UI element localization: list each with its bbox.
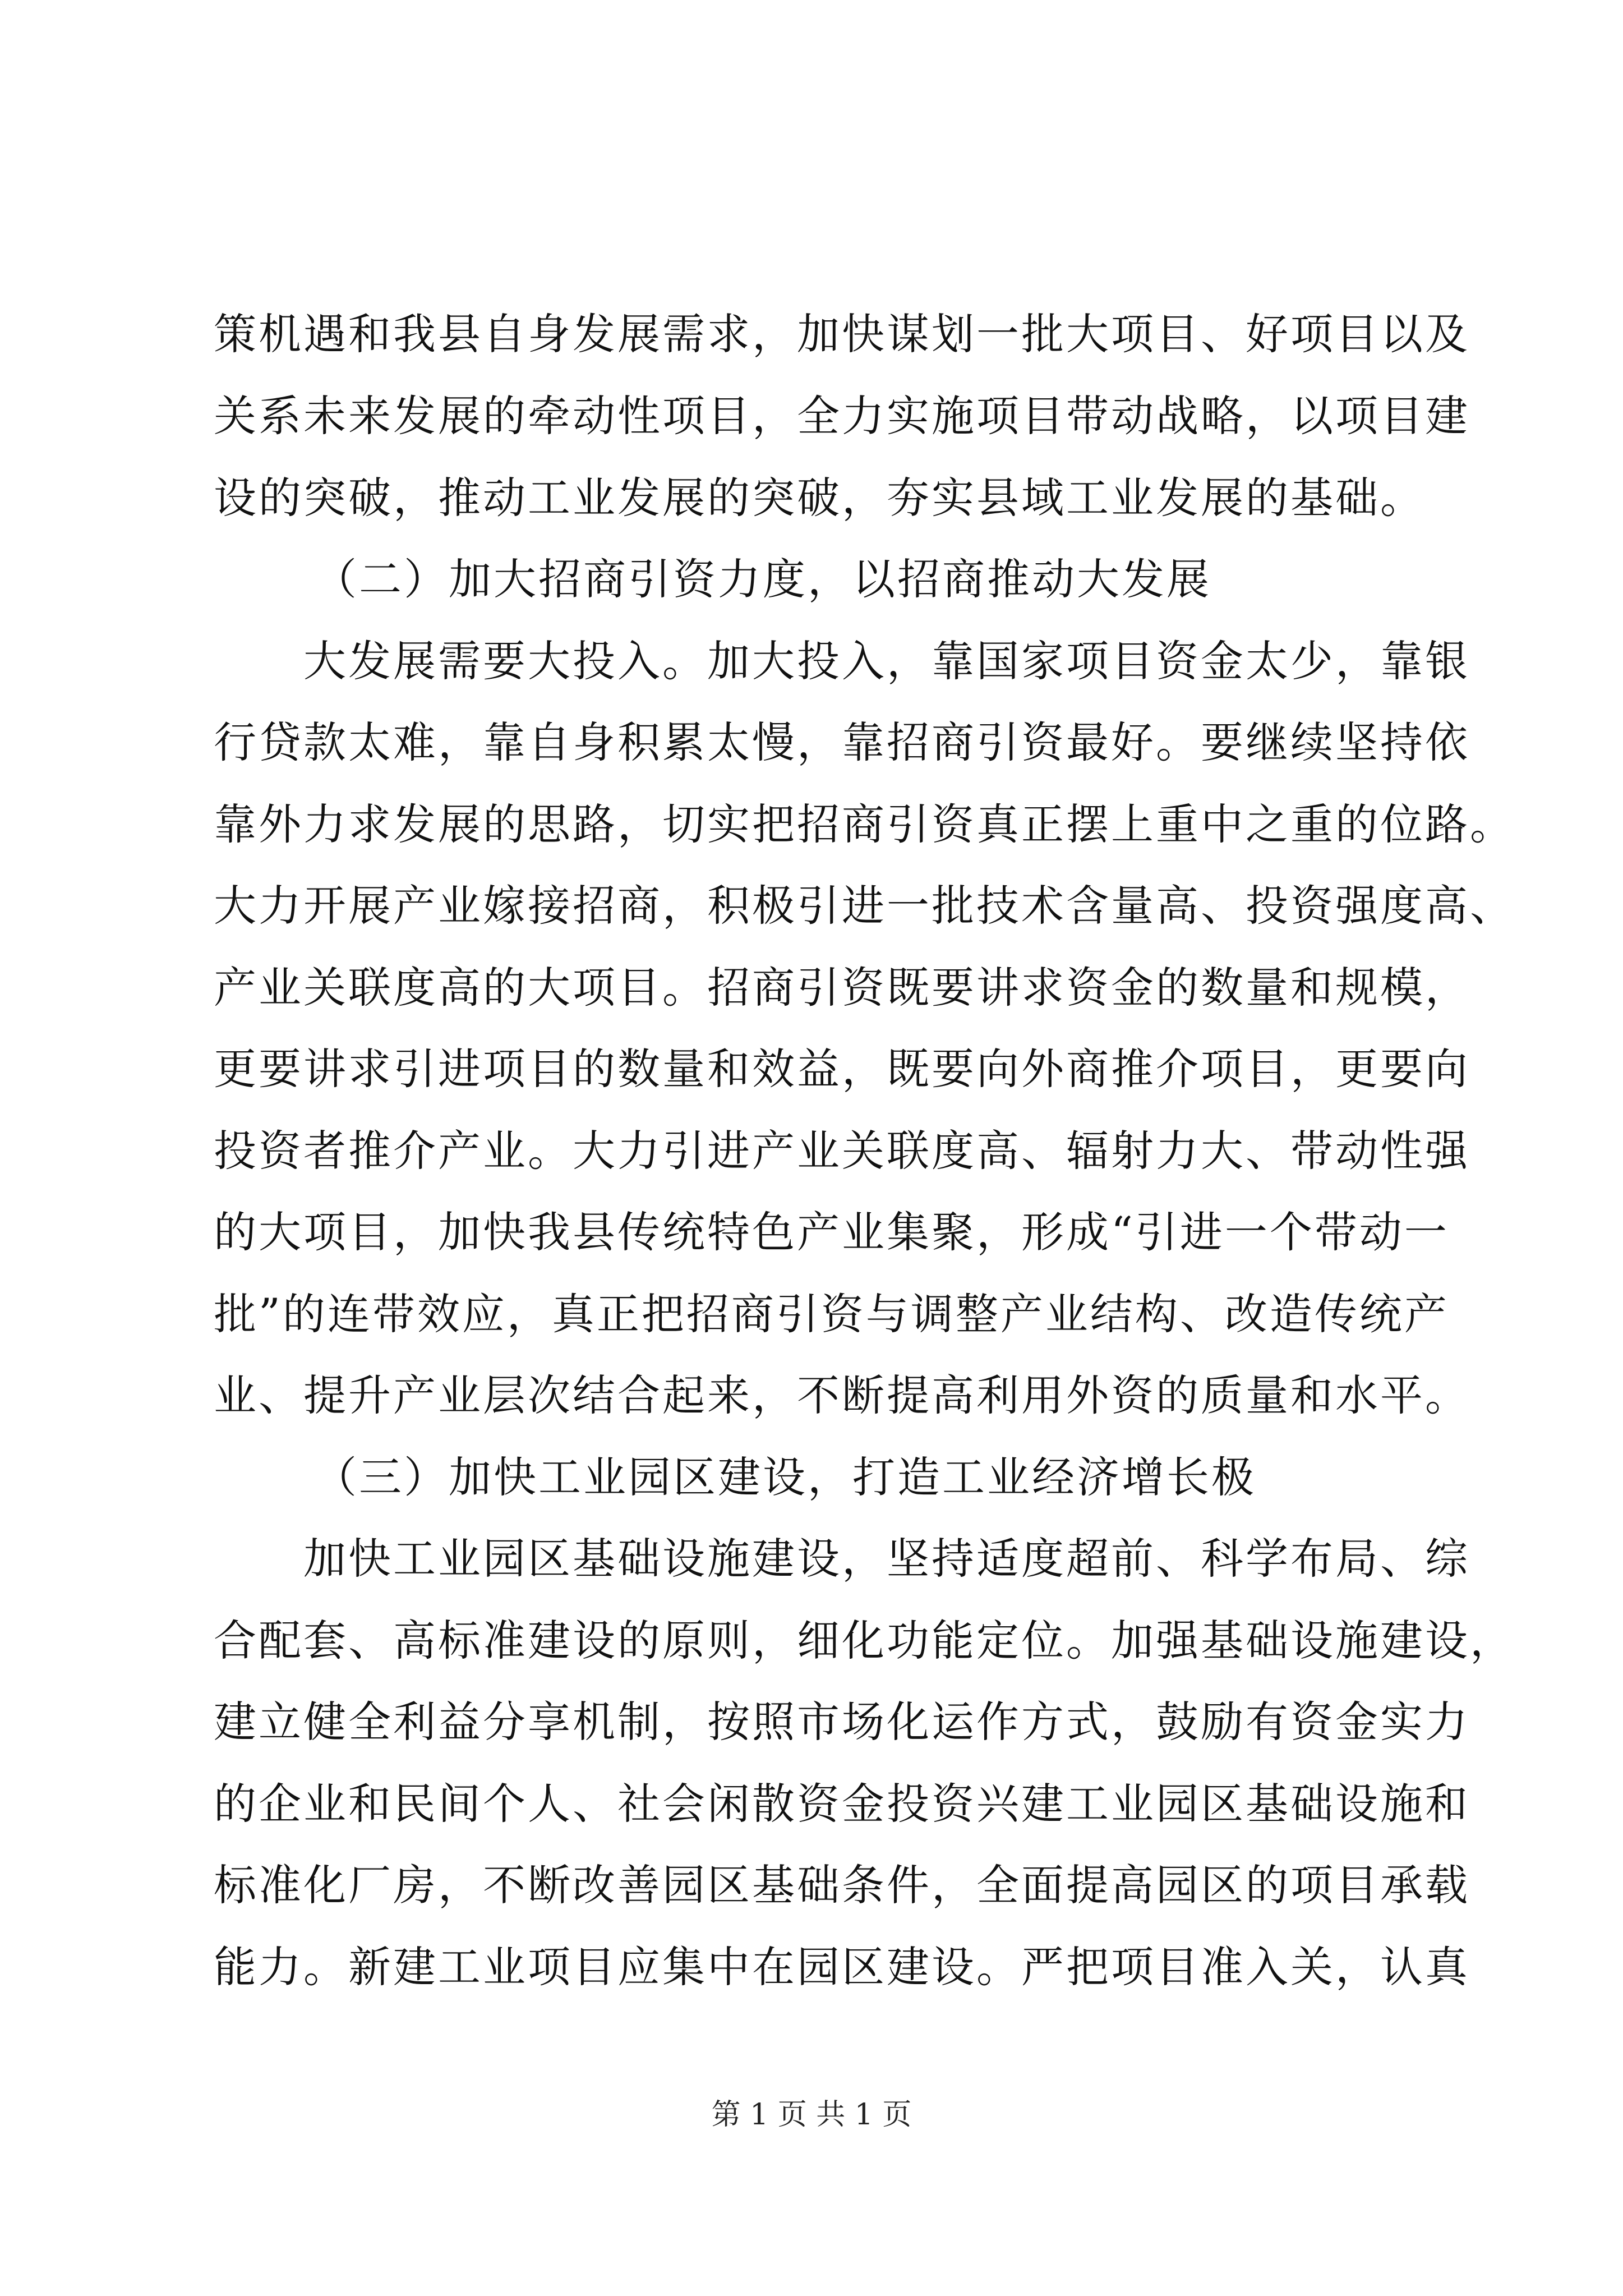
body-line: 的企业和民间个人、社会闲散资金投资兴建工业园区基础设施和: [214, 1779, 1470, 1829]
body-line: 靠外力求发展的思路，切实把招商引资真正摆上重中之重的位路。: [214, 799, 1515, 849]
body-line: 策机遇和我县自身发展需求，加快谋划一批大项目、好项目以及: [214, 309, 1470, 359]
body-line: 大发展需要大投入。加大投入，靠国家项目资金太少，靠银: [303, 636, 1470, 686]
body-line: 合配套、高标准建设的原则，细化功能定位。加强基础设施建设，: [214, 1616, 1515, 1665]
body-line: 产业关联度高的大项目。招商引资既要讲求资金的数量和规模，: [214, 963, 1470, 1013]
body-line: 投资者推介产业。大力引进产业关联度高、辐射力大、带动性强: [214, 1126, 1470, 1176]
body-line: 能力。新建工业项目应集中在园区建设。严把项目准入关，认真: [214, 1942, 1470, 1992]
section-heading: （二）加大招商引资力度，以招商推动大发展: [314, 554, 1211, 604]
body-line: 行贷款太难，靠自身积累太慢，靠招商引资最好。要继续坚持依: [214, 717, 1470, 767]
body-line: 标准化厂房，不断改善园区基础条件，全面提高园区的项目承载: [214, 1860, 1470, 1910]
body-line: 大力开展产业嫁接招商，积极引进一批技术含量高、投资强度高、: [214, 881, 1515, 931]
page-number-footer: 第 1 页 共 1 页: [711, 2098, 912, 2132]
body-line: 关系未来发展的牵动性项目，全力实施项目带动战略，以项目建: [214, 391, 1470, 441]
body-line: 设的突破，推动工业发展的突破，夯实县域工业发展的基础。: [214, 473, 1425, 523]
section-heading: （三）加快工业园区建设，打造工业经济增长极: [314, 1452, 1256, 1502]
body-line: 的大项目，加快我县传统特色产业集聚，形成“引进一个带动一: [214, 1207, 1449, 1257]
body-line: 建立健全利益分享机制，按照市场化运作方式，鼓励有资金实力: [214, 1697, 1470, 1747]
body-line: 批”的连带效应，真正把招商引资与调整产业结构、改造传统产: [214, 1289, 1449, 1339]
body-line: 业、提升产业层次结合起来，不断提高利用外资的质量和水平。: [214, 1370, 1470, 1420]
body-line: 更要讲求引进项目的数量和效益，既要向外商推介项目，更要向: [214, 1044, 1470, 1094]
body-line: 加快工业园区基础设施建设，坚持适度超前、科学布局、综: [303, 1534, 1470, 1584]
